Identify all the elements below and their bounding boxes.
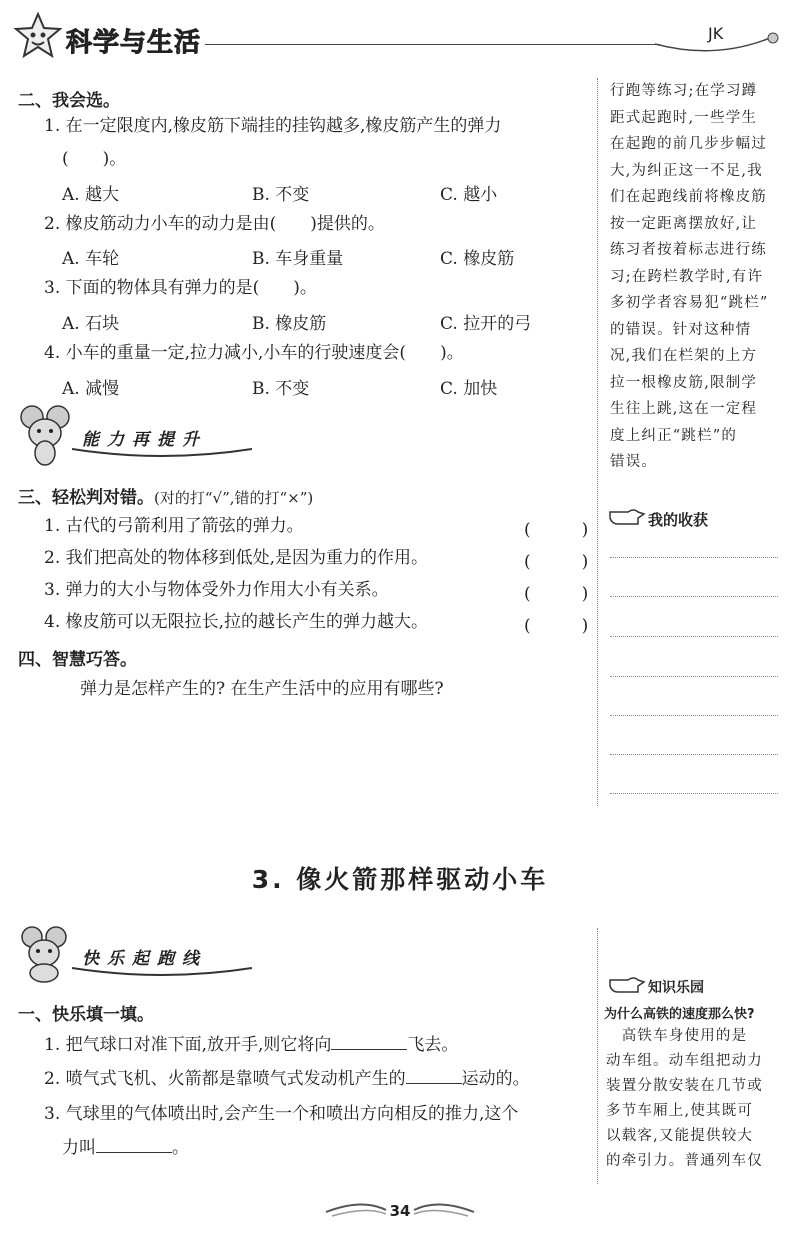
sidebar-line: 况,我们在栏架的上方 [610,348,758,364]
answer-line[interactable] [610,596,778,597]
fill-q1 [44,1034,458,1056]
section3-heading: 三、轻松判对错。 [18,488,154,508]
sidebar-line: 多初学者容易犯“跳栏” [610,295,769,311]
answer-line[interactable] [610,557,778,558]
tf-item-1: 1. 古代的弓箭利用了箭弦的弹力。 [44,516,304,536]
sidebar-line: 练习者按着标志进行练 [610,242,767,258]
q2-option-a[interactable]: A. 车轮 [62,249,120,269]
tf-item-3: 3. 弹力的大小与物体受外力作用大小有关系。 [44,580,389,600]
sidebar-line: 习;在跨栏教学时,有许 [610,268,764,285]
book-title: 科学与生活 [66,28,202,58]
section4-heading: 四、智慧巧答。 [18,650,137,670]
fill-blank-2[interactable] [406,1069,462,1084]
harvest-heading: 我的收获 [608,506,708,532]
answer-line[interactable] [610,715,778,716]
sidebar-line: 拉一根橡皮筋,限制学 [610,374,758,391]
q4-option-b[interactable]: B. 不变 [252,379,310,399]
section1-heading: 一、快乐填一填。 [18,1005,154,1025]
mouse-mascot-icon [16,403,76,471]
section3-hint: (对的打“√”,错的打“×”) [154,489,314,507]
fill-q3-tail: 。 [172,1138,189,1158]
knowledge-question: 为什么高铁的速度那么快? [604,1007,755,1022]
knowledge-line: 以载客,又能提供较大 [606,1128,754,1144]
fill-q2-text: 2. 喷气式飞机、火箭都是靠喷气式发动机产生的 [44,1069,406,1089]
tf-paren-3[interactable]: ( ) [524,584,589,604]
q1-option-b[interactable]: B. 不变 [252,185,310,205]
q1-text: 1. 在一定限度内,橡皮筋下端挂的挂钩越多,橡皮筋产生的弹力 [44,116,502,136]
knowledge-heading: 知识乐园 [608,974,704,1000]
sidebar-divider-bottom [597,928,598,1184]
header-mascot [12,12,64,60]
fill-blank-1[interactable] [331,1035,407,1050]
pointing-hand-icon [608,506,646,532]
tf-item-4: 4. 橡皮筋可以无限拉长,拉的越长产生的弹力越大。 [44,612,429,632]
section4-question: 弹力是怎样产生的? 在生产生活中的应用有哪些? [80,679,444,699]
tf-item-2: 2. 我们把高处的物体移到低处,是因为重力的作用。 [44,548,429,568]
q3-option-a[interactable]: A. 石块 [62,314,120,334]
section3-heading-row [18,483,313,508]
tf-paren-1[interactable]: ( ) [524,520,589,540]
sidebar-line: 的错误。针对这种情 [610,321,752,338]
sidebar-line: 距式起跑时,一些学生 [610,109,758,126]
answer-line[interactable] [610,676,778,677]
sidebar-line: 度上纠正“跳栏”的 [610,427,738,444]
knowledge-line: 装置分散安装在几节或 [606,1078,763,1094]
banner-ability-ribbon: 能力再提升 [82,425,207,450]
answer-line[interactable] [610,754,778,755]
pointing-hand-icon [608,974,646,1000]
sidebar-line: 错误。 [610,454,658,470]
sidebar-line: 在起跑的前几步步幅过 [610,136,767,152]
sidebar-line: 大,为纠正这一不足,我 [610,162,763,179]
tf-paren-2[interactable]: ( ) [524,552,589,572]
q1-cont[interactable]: ( )。 [62,149,127,169]
fill-q3-cont [62,1137,189,1159]
q3-option-c[interactable]: C. 拉开的弓 [440,314,532,334]
page-number: 34 [389,1202,411,1220]
answer-line[interactable] [610,636,778,637]
banner-starting-line [16,924,256,988]
mouse-mascot-icon [16,923,76,989]
q3-option-b[interactable]: B. 橡皮筋 [252,314,327,334]
knowledge-text [606,1024,763,1174]
sidebar-top-text [610,78,769,476]
sidebar-line: 们在起跑线前将橡皮筋 [610,189,767,205]
sidebar-line: 行跑等练习;在学习蹲 [610,83,758,99]
edition-tag: JK [708,24,724,43]
fill-blank-3[interactable] [96,1138,172,1153]
q4-option-a[interactable]: A. 减慢 [62,379,120,399]
answer-line[interactable] [610,793,778,794]
header-rule [205,44,660,45]
knowledge-line: 动车组。动车组把动力 [606,1053,763,1069]
q4-option-c[interactable]: C. 加快 [440,379,498,399]
sidebar-line: 生往上跳,这在一定程 [610,401,758,417]
fill-q1-tail: 飞去。 [407,1035,459,1055]
sidebar-divider-top [597,78,598,806]
fill-q2-tail: 运动的。 [461,1069,530,1089]
fill-q3: 3. 气球里的气体喷出时,会产生一个和喷出方向相反的推力,这个 [44,1104,519,1124]
fill-q1-text: 1. 把气球口对准下面,放开手,则它将向 [44,1035,332,1055]
q2-text: 2. 橡皮筋动力小车的动力是由( )提供的。 [44,214,385,234]
q4-text: 4. 小车的重量一定,拉力减小,小车的行驶速度会( )。 [44,343,464,363]
sidebar-line: 按一定距离摆放好,让 [610,215,758,232]
q1-option-c[interactable]: C. 越小 [440,185,498,205]
knowledge-line: 高铁车身使用的是 [606,1028,748,1044]
knowledge-line: 多节车厢上,使其既可 [606,1103,754,1119]
tf-paren-4[interactable]: ( ) [524,616,589,636]
q3-text: 3. 下面的物体具有弹力的是( )。 [44,278,317,298]
section2-heading: 二、我会选。 [18,91,120,111]
fill-q3-text: 力叫 [62,1138,96,1158]
banner-starting-ribbon: 快乐起跑线 [82,944,207,969]
q2-option-b[interactable]: B. 车身重量 [252,249,344,269]
banner-ability [16,404,256,470]
knowledge-line: 的牵引力。普通列车仅 [606,1153,763,1169]
q1-option-a[interactable]: A. 越大 [62,185,120,205]
q2-option-c[interactable]: C. 橡皮筋 [440,249,515,269]
fill-q2 [44,1068,530,1090]
lesson-title: 3. 像火箭那样驱动小车 [251,865,549,894]
